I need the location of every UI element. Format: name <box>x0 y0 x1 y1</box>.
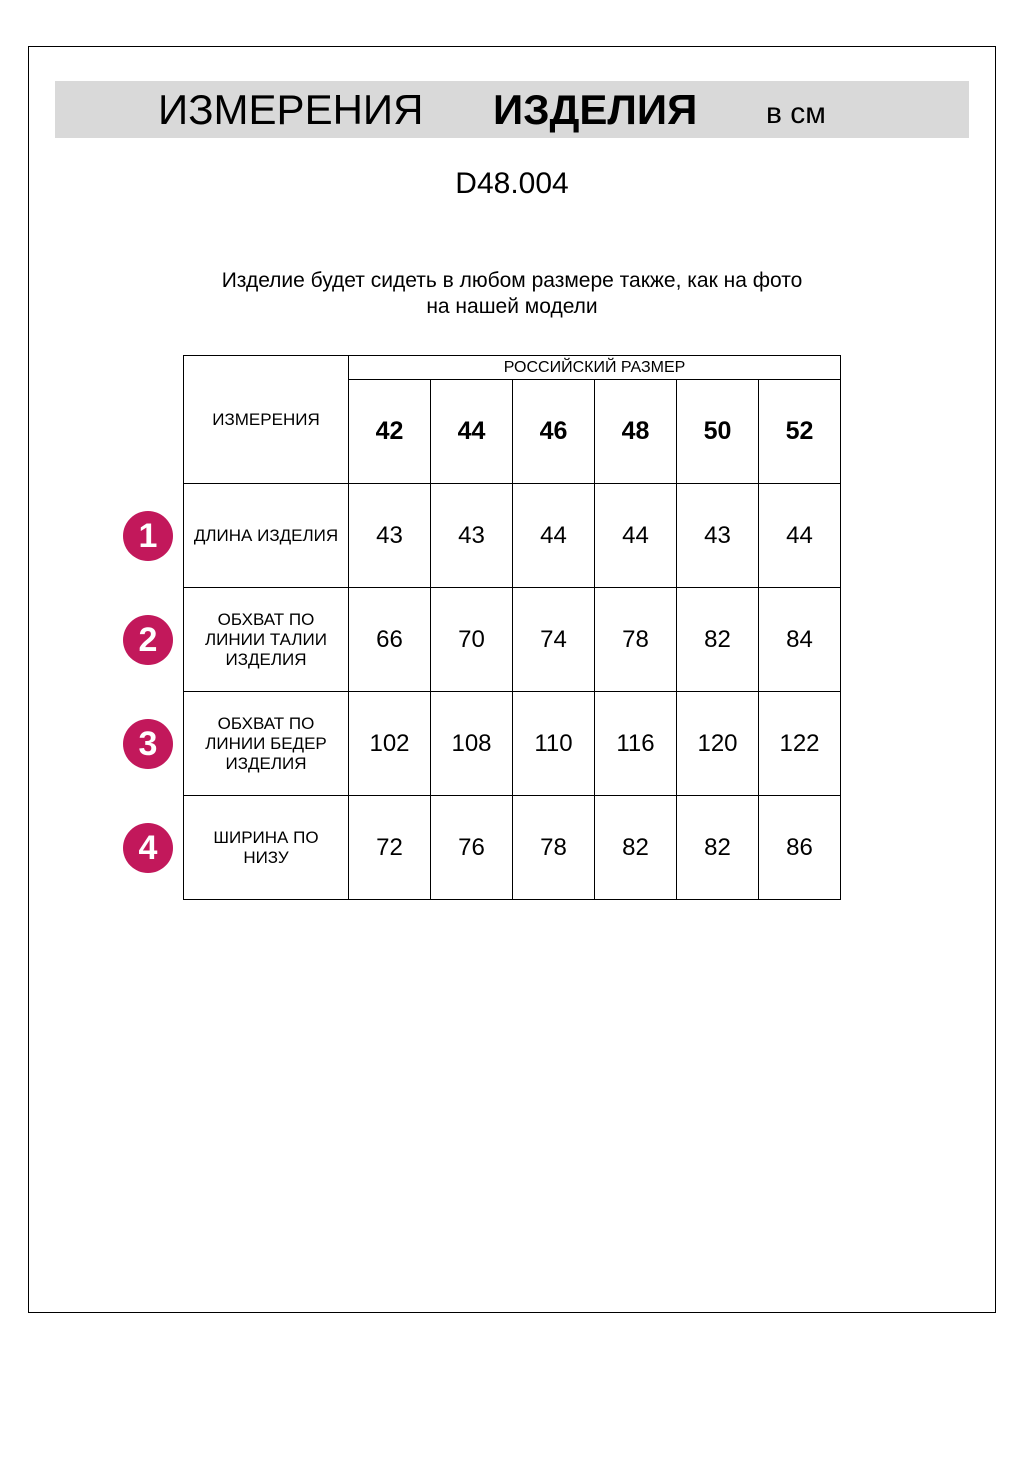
fit-note <box>0 268 1024 320</box>
row-label <box>184 692 349 796</box>
table-row <box>184 796 841 900</box>
fit-note-line-2: на нашей модели <box>426 295 598 318</box>
table-cell: 43 <box>349 484 431 588</box>
row-number-badge: 3 <box>123 719 173 769</box>
table-row <box>184 588 841 692</box>
row-label-line: ОБХВАТ ПО <box>217 713 315 733</box>
table-cell: 82 <box>595 796 677 900</box>
row-label-line: ЛИНИИ ТАЛИИ <box>205 629 327 649</box>
title-product: ИЗДЕЛИЯ <box>493 86 698 133</box>
table-cell: 108 <box>431 692 513 796</box>
table-cell: 78 <box>513 796 595 900</box>
table-cell: 110 <box>513 692 595 796</box>
table-cell: 82 <box>677 796 759 900</box>
row-label <box>184 796 349 900</box>
title-bar <box>55 81 969 138</box>
size-header: 42 <box>349 380 431 484</box>
size-header: 50 <box>677 380 759 484</box>
table-cell: 44 <box>759 484 841 588</box>
row-label-line: ИЗДЕЛИЯ <box>225 753 307 773</box>
row-label-line: ОБХВАТ ПО <box>217 609 315 629</box>
table-cell: 120 <box>677 692 759 796</box>
table-cell: 44 <box>513 484 595 588</box>
size-header: 46 <box>513 380 595 484</box>
size-table <box>183 355 841 900</box>
row-label <box>184 484 349 588</box>
row-label-line: ШИРИНА ПО <box>213 827 319 847</box>
title-measurements: ИЗМЕРЕНИЯ <box>158 86 424 133</box>
table-cell: 74 <box>513 588 595 692</box>
table-cell: 72 <box>349 796 431 900</box>
table-cell: 76 <box>431 796 513 900</box>
row-label-line: ИЗДЕЛИЯ <box>225 649 307 669</box>
row-label <box>184 588 349 692</box>
size-header: 48 <box>595 380 677 484</box>
row-number-badge: 1 <box>123 511 173 561</box>
row-label-line: ЛИНИИ БЕДЕР <box>205 733 327 753</box>
table-cell: 82 <box>677 588 759 692</box>
size-header: 44 <box>431 380 513 484</box>
table-cell: 78 <box>595 588 677 692</box>
size-header: 52 <box>759 380 841 484</box>
title-unit: в см <box>766 97 826 130</box>
table-cell: 84 <box>759 588 841 692</box>
table-cell: 116 <box>595 692 677 796</box>
table-cell: 66 <box>349 588 431 692</box>
fit-note-line-1: Изделие будет сидеть в любом размере также, как на фото <box>221 269 803 292</box>
table-cell: 122 <box>759 692 841 796</box>
row-label-line: НИЗУ <box>243 847 289 867</box>
table-cell: 43 <box>677 484 759 588</box>
row-number-badge: 4 <box>123 823 173 873</box>
table-row <box>184 692 841 796</box>
table-row <box>184 484 841 588</box>
table-cell: 86 <box>759 796 841 900</box>
row-number-badge: 2 <box>123 615 173 665</box>
table-cell: 43 <box>431 484 513 588</box>
row-label-line: ДЛИНА ИЗДЕЛИЯ <box>193 525 339 545</box>
measurements-header: ИЗМЕРЕНИЯ <box>184 356 349 484</box>
article-number: D48.004 <box>455 167 569 200</box>
table-cell: 44 <box>595 484 677 588</box>
table-cell: 102 <box>349 692 431 796</box>
table-cell: 70 <box>431 588 513 692</box>
russian-size-header: РОССИЙСКИЙ РАЗМЕР <box>349 356 841 380</box>
